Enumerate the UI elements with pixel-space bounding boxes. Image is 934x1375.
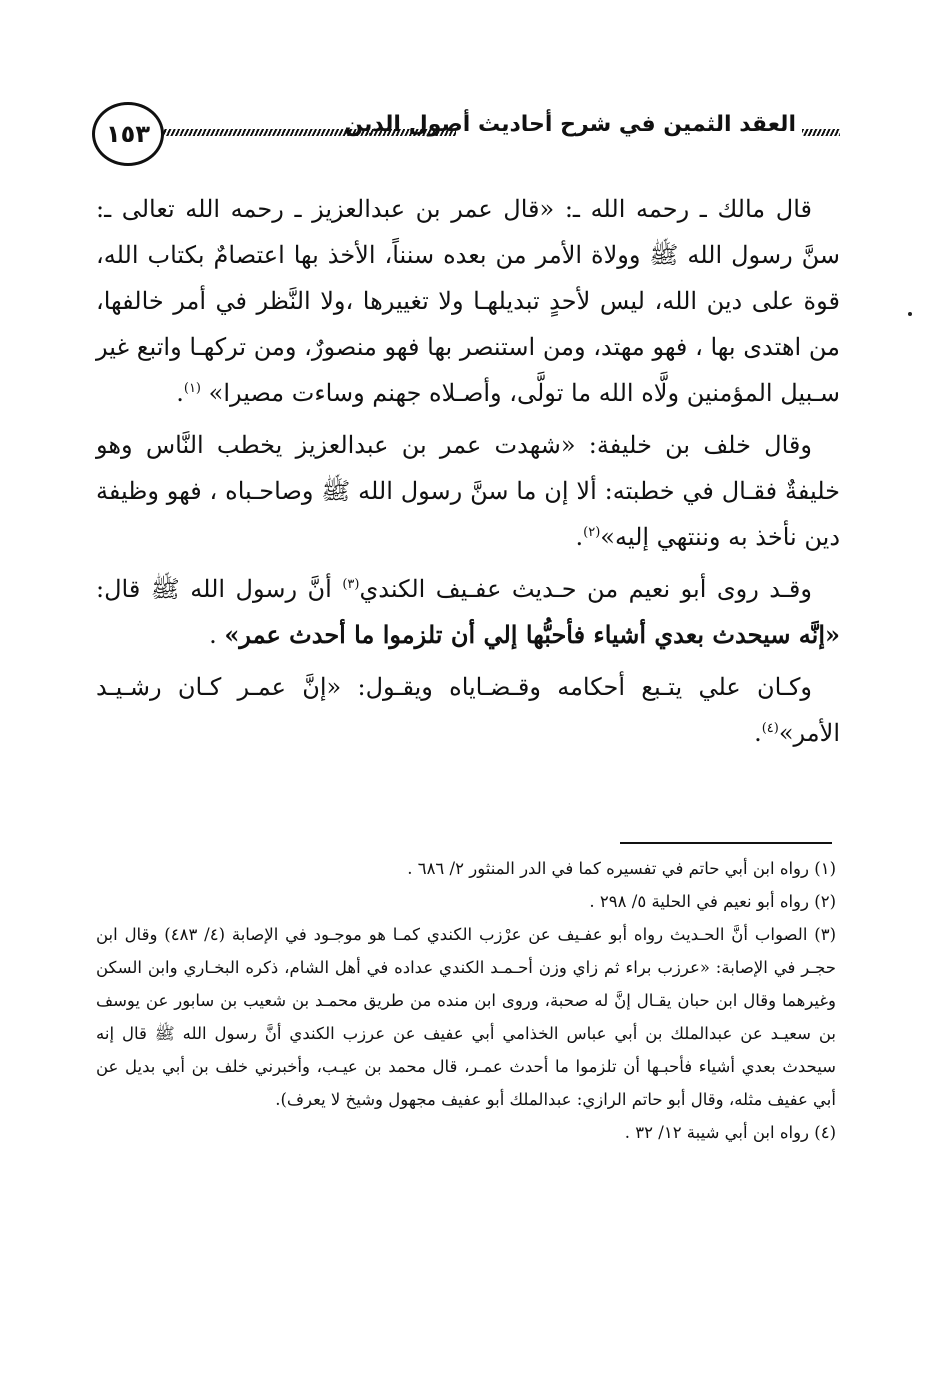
paragraph-3-text-cont: أنَّ رسول الله ﷺ قال: bbox=[96, 575, 343, 603]
running-header bbox=[92, 96, 840, 168]
paragraph-2 bbox=[96, 422, 840, 560]
paragraph-3-end: . bbox=[209, 621, 225, 649]
book-title: العقد الثمين في شرح أحاديث أصول الدين bbox=[344, 112, 796, 137]
page-number: ١٥٣ bbox=[92, 102, 164, 166]
paragraph-3 bbox=[96, 566, 840, 658]
paragraph-1-text: قال مالك ـ رحمه الله ـ: «قال عمر بن عبدالعزيز ـ رحمه الله تعالى ـ: سنَّ رسول الله ﷺ وولاة الأمر من بعده سنناً، الأخذ بها اعتصامٌ بكتاب الله، قوة على دين الله، ليس لأحدٍ تبديلهـا ولا تغييرها ،ولا النَّظر في أمر خالفها، من اهتدى بها ، فهو مهتد، ومن استنصر بها فهو منصورٌ، ومن تركهـا واتبع غير سـبيل المؤمنين ولَّاه الله ما تولَّى، وأصـلاه جهنم وساءت مصيرا» bbox=[96, 195, 840, 407]
hadith-quote: «إنَّه سيحدث بعدي أشياء فأحبُّها إلي أن تلزموا ما أحدث عمر» bbox=[224, 620, 840, 649]
header-rule-right bbox=[802, 129, 840, 136]
footnote-4: (٤) رواه ابن أبي شيبة ١٢/ ٣٢ . bbox=[624, 1123, 836, 1142]
footnote-2: (٢) رواه أبو نعيم في الحلية ٥/ ٢٩٨ . bbox=[589, 892, 836, 911]
paragraph-2-end: . bbox=[575, 523, 584, 551]
footnote-3: (٣) الصواب أنَّ الحـديث رواه أبو عفـيف عن عرْزب الكندي كمـا هو موجـود في الإصابة (٤/ ٤٨٣) وقال ابن حجـر في الإصابة: «عرزب براء ثم زاي وزن أحـمـد الكندي عداده في أهل الشام، ذكره البخـاري وابن السكن وغيرهما وقال ابن حبان يقـال إنَّ له صحبة، وروى ابن منده من طريق محمـد بن شعيب بن سابور عن يوسف بن سعيـد عن عبدالملك بن أبي عباس الخذامي أبي عفيف عن عرزب الكندي أنَّ رسول الله ﷺ قال إنه سيحدث بعدي أشياء فأحبـها أن تلزموا ما أحدث عمـر، قال محمد بن عيـب، وأخبرني خلف بن أبي بديل عن أبي عفيف مثله، وقال أبو حاتم الرازي: عبدالملك أبو عفيف مجهول وشيخ لا يعرف). bbox=[96, 925, 836, 1109]
footnote-1: (١) رواه ابن أبي حاتم في تفسيره كما في الدر المنثور ٢/ ٦٨٦ . bbox=[407, 859, 836, 878]
paragraph-4-end: . bbox=[754, 719, 762, 747]
footnote-divider bbox=[620, 842, 832, 844]
paragraph-3-text: وقـد روى أبو نعيم من حـديث عفـيف الكندي bbox=[359, 575, 812, 603]
paragraph-2-text: وقال خلف بن خليفة: «شهدت عمر بن عبدالعزيز يخطب النَّاس وهو خليفةٌ فقـال في خطبته: ألا إن ما سنَّ رسول الله ﷺ وصاحـباه ، فهو وظيفة دين نأخذ به وننتهي إليه» bbox=[96, 431, 840, 551]
paragraph-1-end: . bbox=[176, 379, 184, 407]
paragraph-4 bbox=[96, 664, 840, 756]
footnote-ref-3: (٣) bbox=[342, 577, 360, 592]
paragraph-1 bbox=[96, 186, 840, 416]
footnote-ref-1: (١) bbox=[183, 381, 201, 396]
margin-mark bbox=[908, 312, 912, 316]
paragraph-4-text: وكـان علي يتـبع أحكامه وقـضـاياه ويقـول: «إنَّ عمـر كـان رشـيـد الأمر» bbox=[96, 673, 840, 747]
footnote-ref-4: (٤) bbox=[761, 721, 779, 736]
footnotes bbox=[96, 852, 836, 1149]
main-text bbox=[96, 186, 840, 762]
footnote-ref-2: (٢) bbox=[583, 525, 601, 540]
